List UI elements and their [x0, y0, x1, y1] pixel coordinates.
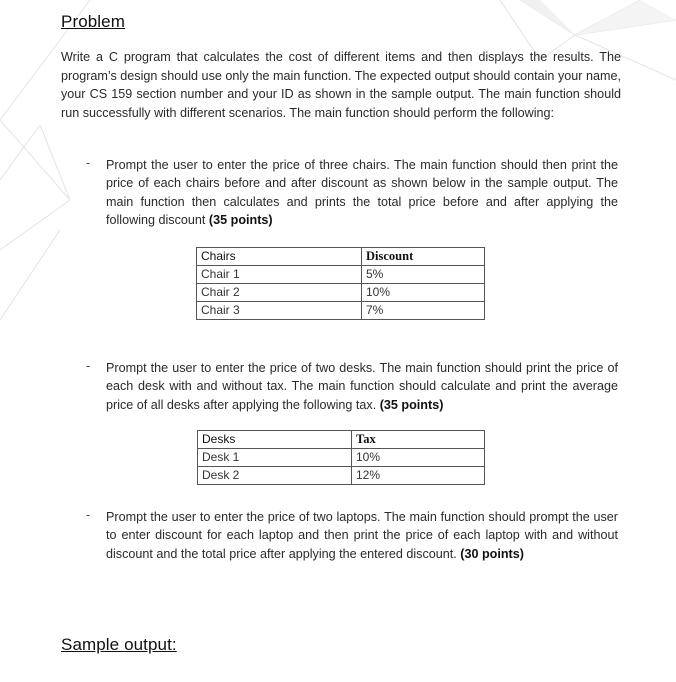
table-cell: Desk 2 [198, 467, 352, 485]
sample-output-heading: Sample output: [61, 635, 177, 654]
table-row [198, 467, 485, 485]
task-3-text [106, 508, 618, 563]
table-row [197, 284, 485, 302]
bullet-marker: - [86, 156, 91, 170]
task-1-description: Prompt the user to enter the price of three chairs. The main function should then print the price of each chairs before and after discount as shown below in the sample output. The main function then calculates and prints the total price before and after applying the following discount [106, 158, 618, 228]
desks-tax-table [197, 430, 485, 485]
table-header-row [197, 248, 485, 266]
table-header-row [198, 431, 485, 449]
task-1-points: (35 points) [208, 213, 273, 228]
table-cell: 10% [362, 284, 485, 302]
table-cell: 5% [362, 266, 485, 284]
table-cell: 12% [352, 467, 485, 485]
table-cell: Chair 3 [197, 302, 362, 320]
table-cell: Desk 1 [198, 449, 352, 467]
bullet-marker: - [86, 359, 91, 373]
task-2-points: (35 points) [379, 397, 444, 412]
bullet-marker: - [86, 508, 91, 522]
table-row [197, 302, 485, 320]
task-3-points: (30 points) [460, 546, 524, 561]
task-1-text [106, 156, 618, 230]
chairs-discount-table [196, 247, 485, 320]
table-cell: Chair 2 [197, 284, 362, 302]
task-2-description: Prompt the user to enter the price of two desks. The main function should print the price of each desk with and without tax. The main function should calculate and print the average price of all desks after applying the following tax. [106, 361, 618, 412]
table-cell: 7% [362, 302, 485, 320]
problem-heading: Problem [61, 12, 126, 31]
column-header-tax: Tax [352, 431, 485, 449]
column-header-desks: Desks [198, 431, 352, 449]
table-row [198, 449, 485, 467]
intro-paragraph: Write a C program that calculates the cost of different items and then displays the results. The program’s design should use only the main function. The expected output should contain your name, your CS 159 section number and your ID as shown in the sample output. The main function should run successfully with different scenarios. The main function should perform the following: [61, 50, 621, 120]
task-2-text [106, 359, 618, 414]
table-cell: Chair 1 [197, 266, 362, 284]
column-header-chairs: Chairs [197, 248, 362, 266]
column-header-discount: Discount [362, 248, 485, 266]
table-row [197, 266, 485, 284]
task-3-description: Prompt the user to enter the price of two laptops. The main function should prompt the user to enter discount for each laptop and then print the price of each laptop with and without discount and the total price after applying the entered discount. [106, 510, 618, 561]
table-cell: 10% [352, 449, 485, 467]
